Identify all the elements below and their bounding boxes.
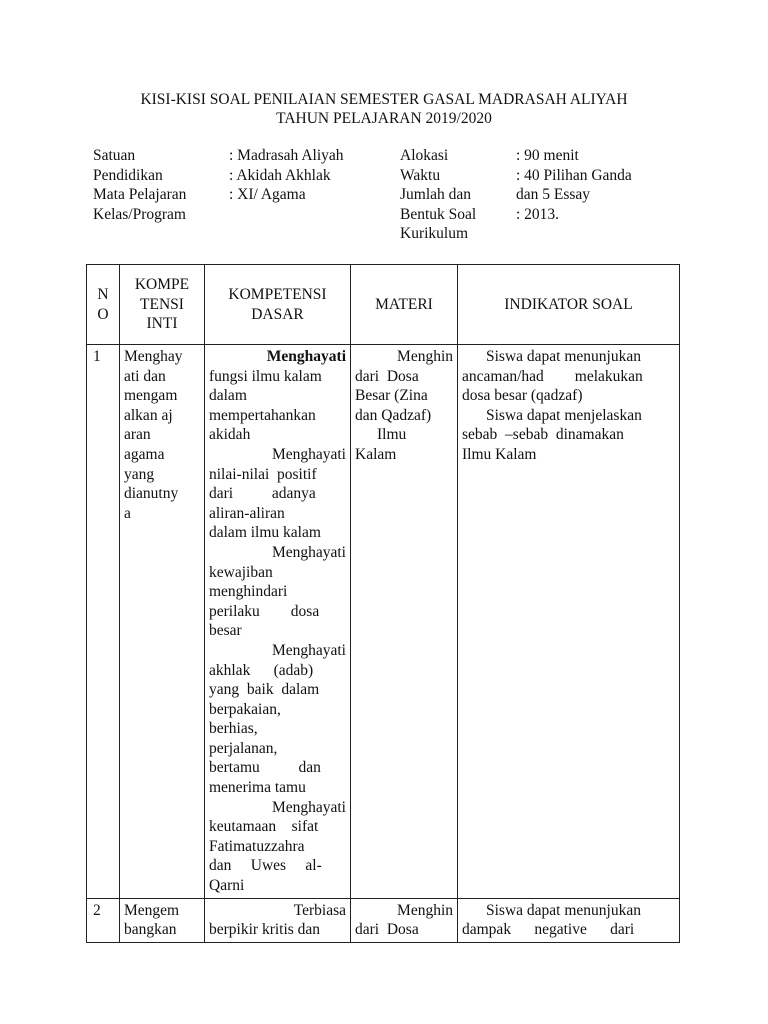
meta-values-right bbox=[516, 146, 632, 224]
cell-no: 2 bbox=[87, 898, 120, 942]
kisi-kisi-table bbox=[86, 264, 680, 943]
indikator-item: Siswa dapat menunjukan ancaman/had melakukan dosa besar (qadzaf) bbox=[462, 348, 643, 405]
meta-label: Kelas/Program bbox=[93, 205, 186, 223]
table-header-row bbox=[87, 265, 680, 345]
meta-value: : 40 Pilihan Ganda bbox=[516, 166, 632, 184]
kd-item: Menghayati nilai-nilai positif dari adanya aliran-aliran dalam ilmu kalam bbox=[209, 445, 346, 542]
indikator-item: Siswa dapat menjelaskan sebab –sebab dinamakan Ilmu Kalam bbox=[462, 406, 642, 463]
meta-label: Jumlah dan bbox=[400, 186, 472, 204]
meta-labels-right bbox=[400, 146, 476, 244]
cell-kompetensi-inti: Menghay ati dan mengam alkan aj aran agama yang dianutny a bbox=[120, 345, 205, 899]
meta-label: Waktu bbox=[400, 166, 441, 184]
cell-no: 1 bbox=[87, 345, 120, 899]
document-title-line-2: TAHUN PELAJARAN 2019/2020 bbox=[276, 110, 492, 127]
cell-materi: Menghin dari Dosa bbox=[351, 898, 458, 942]
meta-value: : Akidah Akhlak bbox=[229, 166, 331, 184]
meta-labels-left bbox=[93, 146, 186, 224]
kd-item: Menghayati akhlak (adab) yang baik dalam berpakaian, berhias, perjalanan, bertamu dan menerima tamu bbox=[209, 641, 346, 797]
table-row bbox=[87, 898, 680, 942]
meta-value: : 90 menit bbox=[516, 147, 579, 164]
meta-value: : XI/ Agama bbox=[229, 186, 306, 204]
header-kompetensi-inti: KOMPE TENSI INTI bbox=[120, 265, 205, 345]
meta-label: Satuan bbox=[93, 147, 136, 164]
cell-kompetensi-dasar: Terbiasa berpikir kritis dan bbox=[205, 898, 351, 942]
header-indikator-soal: INDIKATOR SOAL bbox=[458, 265, 680, 345]
kd-item: Menghayati kewajiban menghindari perilaku dosa besar bbox=[209, 543, 346, 640]
kd-item: Menghayati keutamaan sifat Fatimatuzzahra dan Uwes al- Qarni bbox=[209, 798, 346, 895]
header-materi: MATERI bbox=[351, 265, 458, 345]
meta-label: Bentuk Soal bbox=[400, 205, 477, 223]
kd-item: Menghayati fungsi ilmu kalam dalam mempertahankan akidah bbox=[209, 348, 346, 444]
document-title-line-1: KISI-KISI SOAL PENILAIAN SEMESTER GASAL MADRASAH ALIYAH bbox=[140, 91, 628, 108]
meta-label: Alokasi bbox=[400, 147, 449, 164]
meta-value: dan 5 Essay bbox=[516, 186, 591, 204]
table-row bbox=[87, 345, 680, 899]
meta-label: Mata Pelajaran bbox=[93, 186, 187, 204]
cell-materi: Menghin dari Dosa Besar (Zina dan Qadzaf) Ilmu Kalam bbox=[351, 345, 458, 899]
header-kompetensi-dasar: KOMPETENSI DASAR bbox=[205, 265, 351, 345]
meta-label: Kurikulum bbox=[400, 225, 469, 243]
cell-kompetensi-inti: Mengem bangkan bbox=[120, 898, 205, 942]
meta-values-left bbox=[229, 146, 344, 205]
header-no: N O bbox=[87, 265, 120, 345]
meta-value: : Madrasah Aliyah bbox=[229, 147, 344, 164]
cell-kompetensi-dasar bbox=[205, 345, 351, 899]
meta-label: Pendidikan bbox=[93, 166, 163, 184]
meta-value: : 2013. bbox=[516, 205, 560, 223]
cell-indikator-soal: Siswa dapat menunjukan dampak negative dari bbox=[458, 898, 680, 942]
cell-indikator-soal bbox=[458, 345, 680, 899]
